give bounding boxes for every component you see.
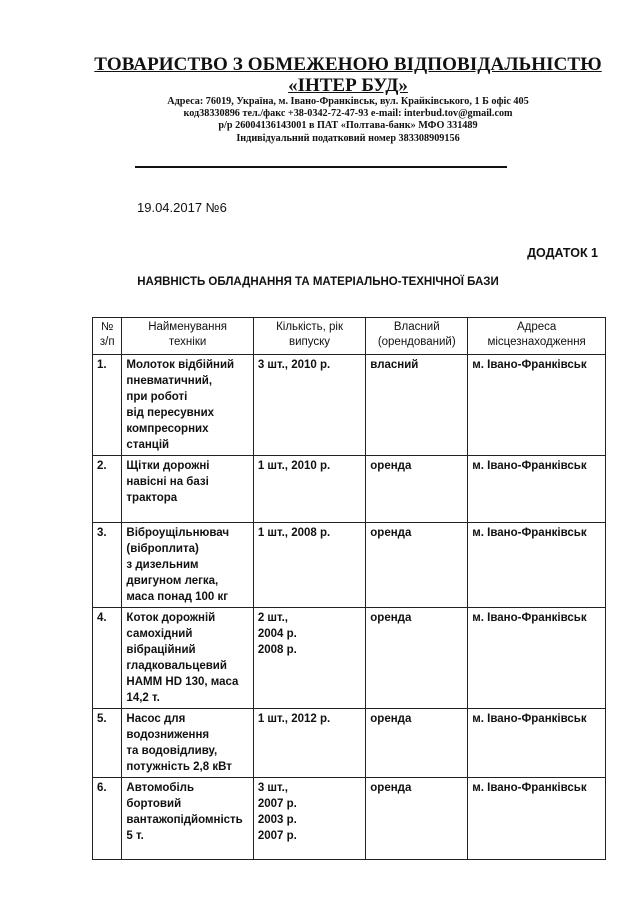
table-row (93, 355, 606, 456)
row-number: 4. (93, 608, 122, 709)
row-number: 3. (93, 523, 122, 608)
document-title: НАЯВНІСТЬ ОБЛАДНАННЯ ТА МАТЕРІАЛЬНО-ТЕХНІЧНОЇ БАЗИ (137, 276, 499, 288)
row-ownership: оренда (366, 523, 468, 608)
letterhead (0, 55, 636, 145)
table-row (93, 709, 606, 778)
row-number: 6. (93, 778, 122, 860)
appendix-label: ДОДАТОК 1 (527, 246, 598, 260)
row-quantity-year: 1 шт., 2010 р. (253, 456, 365, 523)
row-ownership: оренда (366, 778, 468, 860)
row-address: м. Івано-Франківськ (468, 456, 606, 523)
header-quantity-year: Кількість, рік випуску (253, 318, 365, 355)
row-number: 5. (93, 709, 122, 778)
document-date-number: 19.04.2017 №6 (137, 200, 227, 215)
table-row (93, 456, 606, 523)
row-quantity-year: 3 шт., 2010 р. (253, 355, 365, 456)
header-divider (135, 166, 507, 168)
row-quantity-year: 1 шт., 2008 р. (253, 523, 365, 608)
row-number: 2. (93, 456, 122, 523)
row-equipment-name: Насос для водозниження та водовідливу, потужність 2,8 кВт (122, 709, 253, 778)
header-ownership: Власний (орендований) (366, 318, 468, 355)
row-address: м. Івано-Франківськ (468, 709, 606, 778)
row-equipment-name: Автомобіль бортовий вантажопідйомність 5 т. (122, 778, 253, 860)
equipment-table (92, 317, 606, 860)
row-ownership: оренда (366, 456, 468, 523)
row-quantity-year: 3 шт., 2007 р. 2003 р. 2007 р. (253, 778, 365, 860)
company-name: ТОВАРИСТВО З ОБМЕЖЕНОЮ ВІДПОВІДАЛЬНІСТЮ (94, 54, 602, 75)
company-code-contacts: код38330896 тел./факс +38-0342-72-47-93 e-mail: interbud.tov@gmail.com (183, 108, 513, 120)
table-row (93, 523, 606, 608)
row-equipment-name: Коток дорожній самохідний вібраційний гладковальцевий HAMM HD 130, маса 14,2 т. (122, 608, 253, 709)
company-bank-account: р/р 26004136143001 в ПАТ «Полтава-банк» МФО 331489 (218, 120, 478, 132)
company-tax-number: Індивідуальний податковий номер 383308909156 (236, 132, 460, 144)
row-address: м. Івано-Франківськ (468, 608, 606, 709)
header-name: Найменування техніки (122, 318, 253, 355)
row-equipment-name: Щітки дорожні навісні на базі трактора (122, 456, 253, 523)
table-header-row (93, 318, 606, 355)
row-ownership: оренда (366, 709, 468, 778)
header-address: Адреса місцезнаходження (468, 318, 606, 355)
row-quantity-year: 2 шт., 2004 р. 2008 р. (253, 608, 365, 709)
row-address: м. Івано-Франківськ (468, 778, 606, 860)
row-number: 1. (93, 355, 122, 456)
row-ownership: оренда (366, 608, 468, 709)
row-equipment-name: Молоток відбійний пневматичний, при роботі від пересувних компресорних станцій (122, 355, 253, 456)
company-brand: «ІНТЕР БУД» (288, 75, 408, 96)
row-ownership: власний (366, 355, 468, 456)
company-address: Адреса: 76019, Україна, м. Івано-Франківськ, вул. Крайківського, 1 Б офіс 405 (167, 96, 529, 107)
row-quantity-year: 1 шт., 2012 р. (253, 709, 365, 778)
table-row (93, 608, 606, 709)
header-number: № з/п (93, 318, 122, 355)
table-row (93, 778, 606, 860)
row-address: м. Івано-Франківськ (468, 523, 606, 608)
row-equipment-name: Віброущільнювач (віброплита) з дизельним двигуном легка, маса понад 100 кг (122, 523, 253, 608)
row-address: м. Івано-Франківськ (468, 355, 606, 456)
